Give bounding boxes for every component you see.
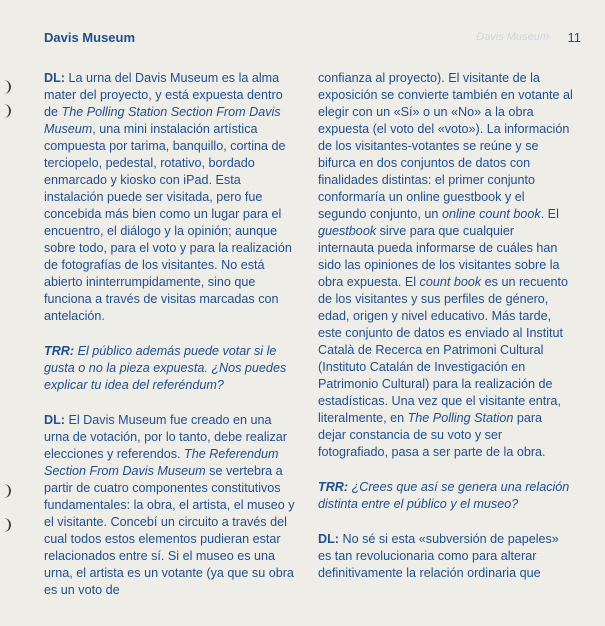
- right-column: [318, 70, 573, 600]
- page-number: 11: [567, 30, 581, 45]
- speaker-label: DL:: [44, 413, 65, 427]
- answer-paragraph: confianza al proyecto). El visitante de la exposición se convierte también en votante al elegir con un «Sí» o un «No» a la obra expuesta (el voto del «voto»). La información de los visitantes-votantes se reúne y se bifurca en dos conjuntos de datos con finalidades distintas: el primer conjunto conformaría un online guestbook y el segundo conjunto, un online count book. El guestbook sirve para que cualquier internauta pueda informarse de cuáles han sido las opiniones de los visitantes sobre la obra expuesta. El count book es un recuento de los visitantes y sus perfiles de género, edad, origen y nivel educativo. Más tarde, este conjunto de datos es enviado al Institut Català de Recerca en Patrimoni Cultural (Instituto Catalán de Investigación en Patrimonio Cultural) para la realización de estadísticas. Una vez que el visitante entra, literalmente, en The Polling Station para dejar constancia de su voto y ser fotografiado, pasa a ser parte de la obra.: [318, 71, 573, 459]
- speaker-label: TRR:: [318, 480, 349, 494]
- speaker-label: DL:: [44, 71, 65, 85]
- faint-show-through-text: Davis Museum: [476, 31, 549, 43]
- answer-paragraph: DL: El Davis Museum fue creado en una urna de votación, por lo tanto, debe realizar elecciones y referendos. The Referendum Section From Davis Museum se vertebra a partir de cuatro componentes constitutivos fundamentales: la obra, el artista, el museo y el visitante. Concebí un circuito a través del cual todos estos elementos pudieran estar relacionados entre sí. Si el museo es una urna, el artista es un votante (ya que su obra es un voto de: [44, 413, 295, 597]
- running-header-title: Davis Museum: [44, 30, 136, 45]
- binding-mark-icon: [2, 104, 11, 118]
- speaker-label: TRR:: [44, 344, 75, 358]
- binding-mark-icon: [2, 518, 11, 532]
- speaker-label: DL:: [318, 532, 339, 546]
- binding-mark-icon: [2, 80, 11, 94]
- answer-paragraph: DL: La urna del Davis Museum es la alma mater del proyecto, y está expuesta dentro de The Polling Station Section From Davis Museum, una mini instalación artística compuesta por tarima, banquillo, cortina de terciopelo, pedestal, rotativo, bordado enmarcado y kiosko con iPad. Esta instalación puede ser visitada, pero fue concebida más bien como un lugar para el encuentro, el diálogo y la opinión; aunque sobre todo, para el voto y para la realización de fotografías de los visitantes. No está abierto ininterrumpidamente, sino que funciona a través de visitas marcadas con antelación.: [44, 71, 292, 323]
- answer-paragraph: DL: No sé si esta «subversión de papeles» es tan revolucionaria como para alterar definitivamente la relación ordinaria que: [318, 532, 559, 580]
- binding-mark-icon: [2, 484, 11, 498]
- question-paragraph: TRR: El público además puede votar si le gusta o no la pieza expuesta. ¿Nos puedes explicar tu idea del referéndum?: [44, 344, 287, 392]
- left-column: [44, 70, 299, 617]
- question-paragraph: TRR: ¿Crees que así se genera una relación distinta entre el público y el museo?: [318, 480, 570, 511]
